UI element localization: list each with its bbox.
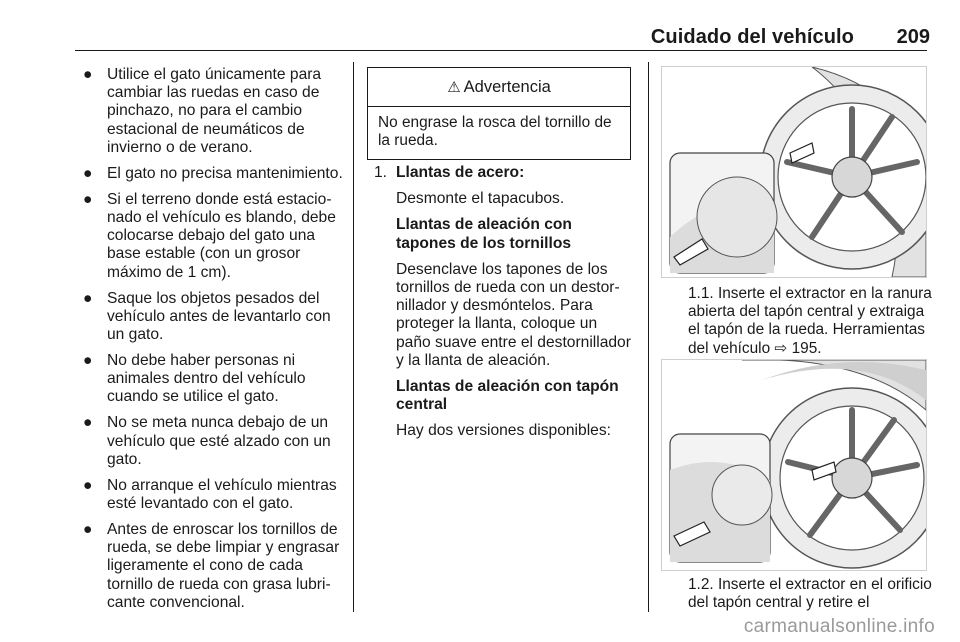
- wheel-drawing: [662, 67, 926, 277]
- caption-1: [688, 285, 933, 358]
- header-rule: [75, 50, 927, 51]
- caption-1-text: 1.1. Inserte el extractor en la ranura abierta del tapón central y extraiga el tapón de la rueda. Herramientas del vehículo: [688, 285, 932, 357]
- bullet-item: [82, 191, 344, 282]
- bullet-dot: ●: [83, 289, 93, 307]
- step-1: [374, 164, 636, 441]
- bullet-text: No arranque el vehículo mientras esté levantado con el gato.: [107, 476, 337, 513]
- wheel-drawing: [662, 360, 926, 570]
- page-reference-link[interactable]: 195.: [791, 339, 822, 357]
- bullet-dot: ●: [83, 352, 93, 370]
- page-reference-arrow-icon: ⇨: [774, 339, 788, 357]
- bullet-text: No se meta nunca debajo de un vehículo que esté alzado con un gato.: [107, 414, 331, 468]
- middle-column: [374, 164, 636, 449]
- bullet-item: [82, 414, 344, 469]
- bullet-dot: ●: [83, 164, 93, 182]
- bullet-item: [82, 477, 344, 513]
- watermark: carmanualsonline.info: [743, 616, 935, 637]
- illustration-center-cap-removal-slot: [661, 66, 927, 278]
- column-separator-left: [353, 62, 354, 612]
- bullet-text: Antes de enroscar los tornillos de rueda, se debe limpiar y engrasar ligeramente el cono de cada tornillo de rueda con grasa lubricante convencional.: [107, 521, 340, 611]
- caption-2: 1.2. Inserte el extractor en el orificio del tapón central y retire el: [688, 576, 932, 612]
- bullet-dot: ●: [83, 414, 93, 432]
- warning-icon: ⚠: [447, 79, 461, 96]
- bullet-dot: ●: [83, 476, 93, 494]
- subsection-text: Desenclave los tapones de los tornillos de rueda con un destornillador y desmóntelos. Para proteger la llanta, coloque un paño suave entre el destornillador y la llanta de aleación.: [396, 260, 631, 369]
- subsection-title: Llantas de aleación con tapón central: [396, 378, 619, 414]
- bullet-item: [82, 165, 344, 183]
- subsection-text: Hay dos versiones disponibles:: [396, 422, 611, 440]
- column-separator-right: [648, 62, 649, 612]
- step-number: 1.: [374, 164, 388, 181]
- bullet-text: Utilice el gato únicamente para cambiar las ruedas en caso de pinchazo, no para el cambio estacional de neumáticos de invierno o de verano.: [107, 66, 322, 156]
- bullet-text: Si el terreno donde está estacionado el vehículo es blando, debe colocarse debajo del gato una base estable (con un grosor máximo de 1 cm).: [107, 190, 336, 281]
- warning-box: [367, 67, 631, 160]
- bullet-text: Saque los objetos pesados del vehículo antes de levantarlo con un gato.: [107, 289, 331, 344]
- illustration-center-cap-removal-hole: [661, 359, 927, 571]
- warning-header: [368, 68, 630, 107]
- bullet-dot: ●: [83, 66, 93, 83]
- bullet-item: [82, 521, 344, 612]
- step-text: Desmonte el tapacubos.: [396, 190, 565, 208]
- bullet-item: [82, 290, 344, 345]
- warning-body: No engrase la rosca del tornillo de la rueda.: [378, 114, 612, 150]
- page-number: 209: [896, 26, 930, 48]
- bullet-text: El gato no precisa mantenimiento.: [107, 164, 343, 182]
- subsection-title: Llantas de aleación con tapones de los tornillos: [396, 216, 572, 252]
- bullet-item: [82, 66, 344, 157]
- bullet-dot: ●: [83, 521, 93, 539]
- bullet-item: [82, 352, 344, 407]
- bullet-dot: ●: [83, 190, 93, 208]
- bullet-text: No debe haber personas ni animales dentro del vehículo cuando se utilice el gato.: [107, 352, 306, 406]
- step-title: Llantas de acero:: [396, 164, 525, 181]
- left-column: [82, 66, 344, 620]
- header-title: Cuidado del vehículo: [650, 26, 854, 48]
- warning-title: Advertencia: [463, 77, 551, 96]
